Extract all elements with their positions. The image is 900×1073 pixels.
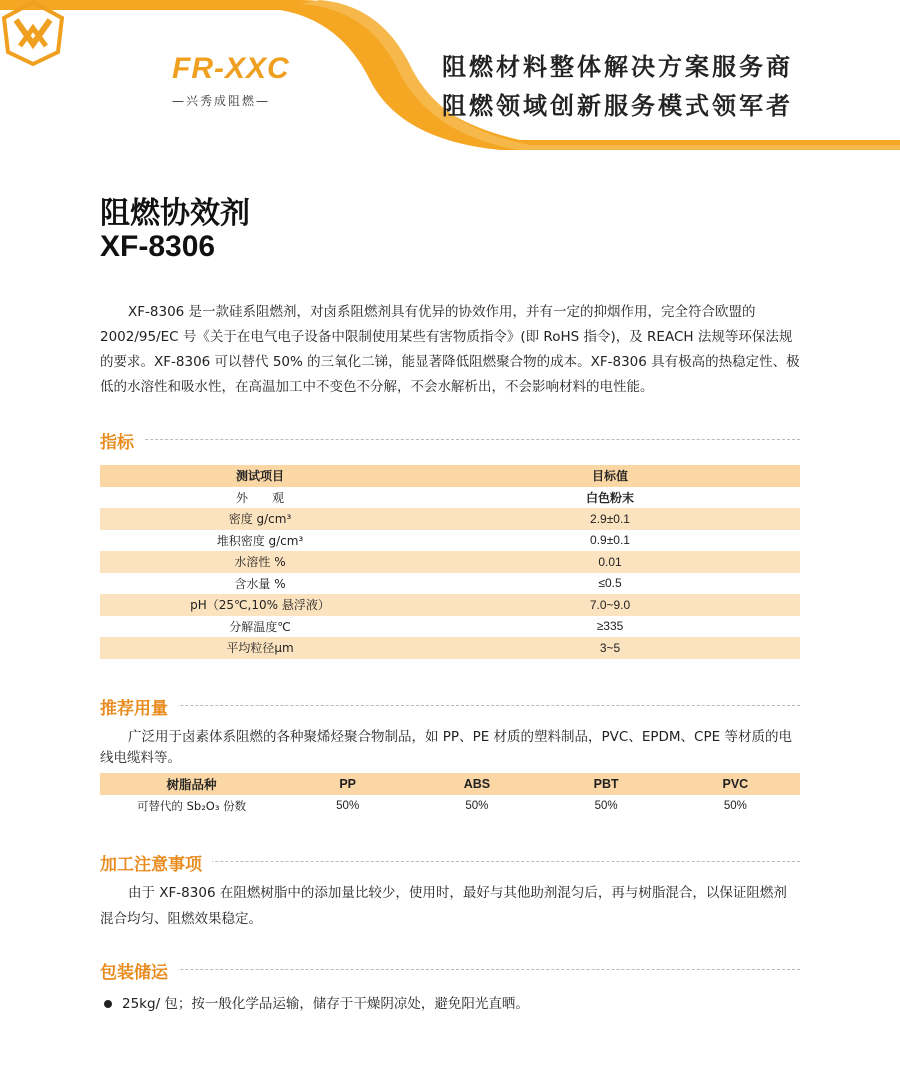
- slogan-line-1: 阻燃材料整体解决方案服务商: [442, 53, 793, 81]
- product-intro: XF-8306 是一款硅系阻燃剂，对卤系阻燃剂具有优异的协效作用，并有一定的抑烟作用，完全符合欧盟的 2002/95/EC 号《关于在电气电子设备中限制使用某些有害物质指令》(即 RoHS 指令)，及 REACH 法规等环保法规的要求。XF-8306 可以替代 50% 的三氧化二锑，能显著降低阻燃聚合物的成本。XF-8306 具有极高的热稳定性、极低的水溶性和吸水性，在高温加工中不变色不分解，不会水解析出，不会影响材料的电性能。: [100, 304, 800, 395]
- packing-heading-label: 包装储运: [100, 958, 178, 983]
- resin-col: PP: [339, 777, 357, 791]
- table-row: [100, 594, 800, 616]
- table-row: [100, 530, 800, 552]
- processing-section-heading: [100, 850, 800, 874]
- packing-bullet: [104, 992, 529, 1012]
- slogan-line-2: 阻燃领域创新服务模式领军者: [442, 92, 793, 120]
- section-divider: [100, 969, 800, 970]
- spec-table-header: [100, 465, 800, 487]
- spec-section-heading: [100, 428, 800, 452]
- resin-cell: 可替代的 Sb₂O₃ 份数: [136, 799, 247, 813]
- processing-text: 由于 XF-8306 在阻燃树脂中的添加量比较少，使用时，最好与其他助剂混匀后，再与树脂混合，以保证阻燃剂混合均匀、阻燃效果稳定。: [100, 885, 787, 927]
- spec-value: 2.9±0.1: [590, 511, 630, 526]
- spec-value: ≤0.5: [598, 576, 622, 591]
- packing-section-heading: [100, 958, 800, 982]
- spec-item: 含水量 %: [234, 576, 286, 591]
- resin-cell: 50%: [594, 800, 618, 812]
- resin-table: [100, 773, 800, 817]
- spec-col-value: 目标值: [591, 469, 628, 484]
- page-header: [0, 0, 900, 150]
- resin-col: 树脂品种: [166, 777, 217, 792]
- resin-table-header: [100, 773, 800, 795]
- spec-item: 密度 g/cm³: [228, 512, 292, 527]
- spec-item: 堆积密度 g/cm³: [216, 533, 304, 548]
- resin-cell: 50%: [465, 800, 489, 812]
- spec-value: 0.01: [598, 554, 622, 569]
- usage-section-heading: [100, 694, 800, 718]
- resin-cell: 50%: [723, 800, 747, 812]
- spec-item: 外 观: [235, 490, 284, 505]
- table-row: [100, 795, 800, 817]
- resin-col: ABS: [463, 777, 491, 791]
- table-row: [100, 487, 800, 509]
- table-row: [100, 637, 800, 659]
- section-divider: [100, 705, 800, 706]
- product-title: 阻燃协效剂: [100, 196, 250, 231]
- resin-col: PBT: [593, 777, 619, 791]
- product-model: XF-8306: [100, 230, 216, 263]
- logo-icon: [0, 0, 66, 66]
- table-row: [100, 573, 800, 595]
- packing-text: 25kg/ 包；按一般化学品运输，储存于干燥阴凉处，避免阳光直晒。: [122, 996, 529, 1012]
- spec-item: 水溶性 %: [234, 555, 286, 570]
- usage-text: 广泛用于卤素体系阻燃的各种聚烯烃聚合物制品，如 PP、PE 材质的塑料制品，PVC、EPDM、CPE 等材质的电线电缆料等。: [100, 729, 792, 766]
- spec-item: 分解温度℃: [229, 619, 291, 634]
- spec-item: pH（25℃,10% 悬浮液）: [190, 598, 330, 613]
- spec-value: 3~5: [599, 640, 621, 655]
- table-row: [100, 616, 800, 638]
- spec-value: ≥335: [596, 619, 624, 634]
- resin-cell: 50%: [336, 800, 360, 812]
- bullet-icon: [104, 1000, 112, 1008]
- table-row: [100, 551, 800, 573]
- resin-col: PVC: [722, 777, 749, 791]
- spec-item: 平均粒径μm: [226, 641, 294, 656]
- spec-heading-label: 指标: [100, 428, 144, 453]
- table-row: [100, 508, 800, 530]
- spec-col-item: 测试项目: [235, 469, 284, 484]
- spec-value: 0.9±0.1: [590, 533, 630, 548]
- brand-subtitle: —兴秀成阻燃—: [172, 94, 271, 108]
- usage-heading-label: 推荐用量: [100, 694, 178, 719]
- spec-table: [100, 465, 800, 659]
- spec-value: 7.0~9.0: [589, 597, 631, 612]
- spec-value: 白色粉末: [585, 490, 634, 505]
- section-divider: [100, 439, 800, 440]
- brand-name: FR-XXC: [172, 52, 290, 85]
- processing-heading-label: 加工注意事项: [100, 850, 212, 875]
